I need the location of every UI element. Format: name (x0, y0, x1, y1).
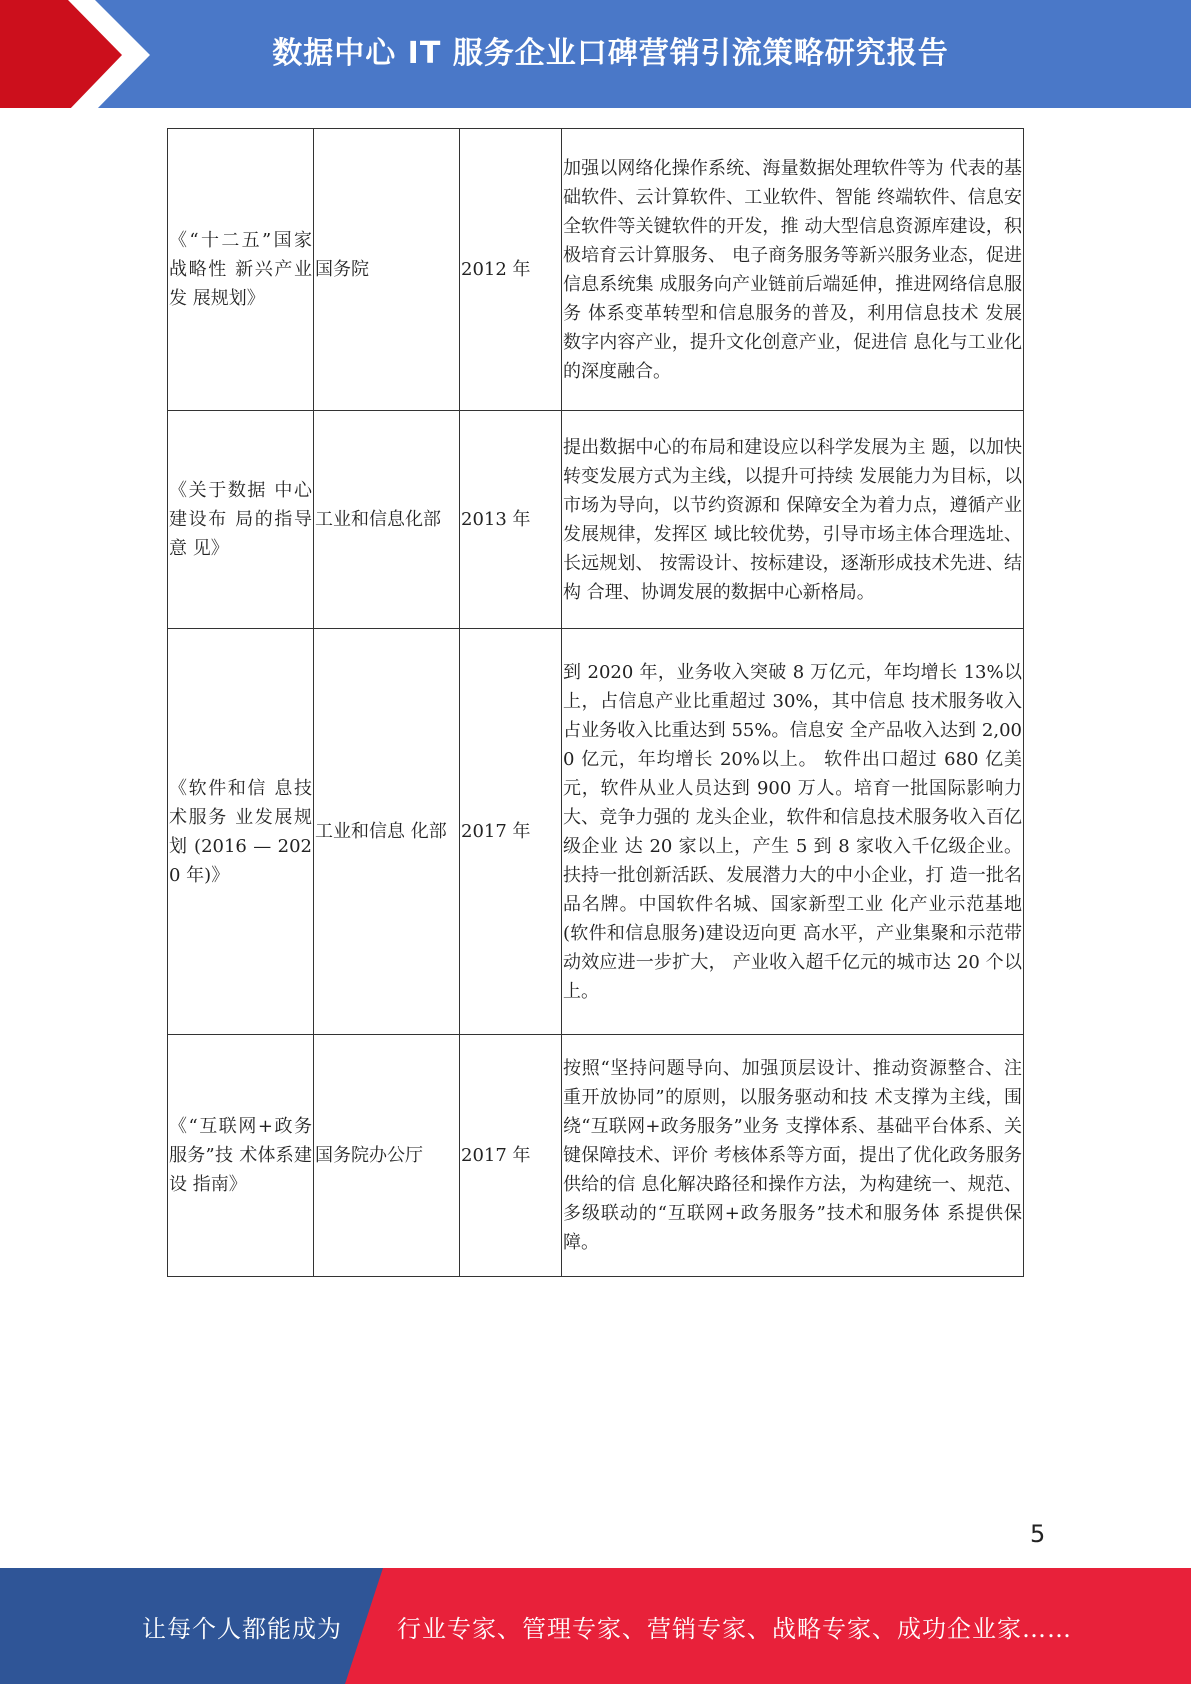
policy-year: 2017 年 (460, 629, 562, 1035)
policy-content: 提出数据中心的布局和建设应以科学发展为主 题，以加快转变发展方式为主线，以提升可持续 发展能力为目标，以市场为导向，以节约资源和 保障安全为着力点，遵循产业发展规律，发挥区 域比较优势，引导市场主体合理选址、长远规划、 按需设计、按标建设，逐渐形成技术先进、结构 合理、协调发展的数据中心新格局。 (562, 411, 1024, 629)
page-header (0, 0, 1191, 111)
policy-table (167, 128, 1024, 1277)
policy-name: 《“十二五”国家战略性 新兴产业发 展规划》 (168, 129, 314, 411)
table-row (168, 629, 1024, 1035)
policy-content: 加强以网络化操作系统、海量数据处理软件等为 代表的基础软件、云计算软件、工业软件、智能 终端软件、信息安全软件等关键软件的开发，推 动大型信息资源库建设，积极培育云计算服务、 电子商务服务等新兴服务业态，促进信息系统集 成服务向产业链前后端延伸，推进网络信息服务 体系变革转型和信息服务的普及，利用信息技术 发展数字内容产业，提升文化创意产业，促进信 息化与工业化的深度融合。 (562, 129, 1024, 411)
policy-year: 2013 年 (460, 411, 562, 629)
policy-issuer: 工业和信息化部 (314, 411, 460, 629)
policy-content: 按照“坚持问题导向、加强顶层设计、推动资源整合、注重开放协同”的原则，以服务驱动和技 术支撑为主线，围绕“互联网+政务服务”业务 支撑体系、基础平台体系、关键保障技术、评价 考核体系等方面，提出了优化政务服务供给的信 息化解决路径和操作方法，为构建统一、规范、 多级联动的“互联网+政务服务”技术和服务体 系提供保障。 (562, 1035, 1024, 1277)
header-title: 数据中心 IT 服务企业口碑营销引流策略研究报告 (272, 36, 949, 71)
policy-issuer: 国务院 (314, 129, 460, 411)
page-footer (0, 1568, 1191, 1684)
policy-name: 《软件和信 息技术服务 业发展规划 (2016 — 2020 年)》 (168, 629, 314, 1035)
footer-slogan-left: 让每个人都能成为 (142, 1614, 342, 1643)
table-row (168, 1035, 1024, 1277)
policy-issuer: 国务院办公厅 (314, 1035, 460, 1277)
policy-year: 2017 年 (460, 1035, 562, 1277)
table-row (168, 129, 1024, 411)
page-number: 5 (1030, 1520, 1046, 1548)
policy-issuer: 工业和信息 化部 (314, 629, 460, 1035)
policy-content: 到 2020 年，业务收入突破 8 万亿元，年均增长 13%以上，占信息产业比重超过 30%，其中信息 技术服务收入占业务收入比重达到 55%。信息安 全产品收入达到 2,000 亿元，年均增长 20%以上。 软件出口超过 680 亿美元，软件从业人员达到 900 万人。培育一批国际影响力大、竞争力强的 龙头企业，软件和信息技术服务收入百亿级企业 达 20 家以上，产生 5 到 8 家收入千亿级企业。 扶持一批创新活跃、发展潜力大的中小企业，打 造一批名品名牌。中国软件名城、国家新型工业 化产业示范基地(软件和信息服务)建设迈向更 高水平，产业集聚和示范带动效应进一步扩大， 产业收入超千亿元的城市达 20 个以上。 (562, 629, 1024, 1035)
table-row (168, 411, 1024, 629)
policy-year: 2012 年 (460, 129, 562, 411)
policy-name: 《“互联网+政务服务”技 术体系建设 指南》 (168, 1035, 314, 1277)
policy-name: 《关于数据 中心建设布 局的指导意 见》 (168, 411, 314, 629)
footer-slogan-right: 行业专家、管理专家、营销专家、战略专家、成功企业家…… (397, 1614, 1072, 1643)
